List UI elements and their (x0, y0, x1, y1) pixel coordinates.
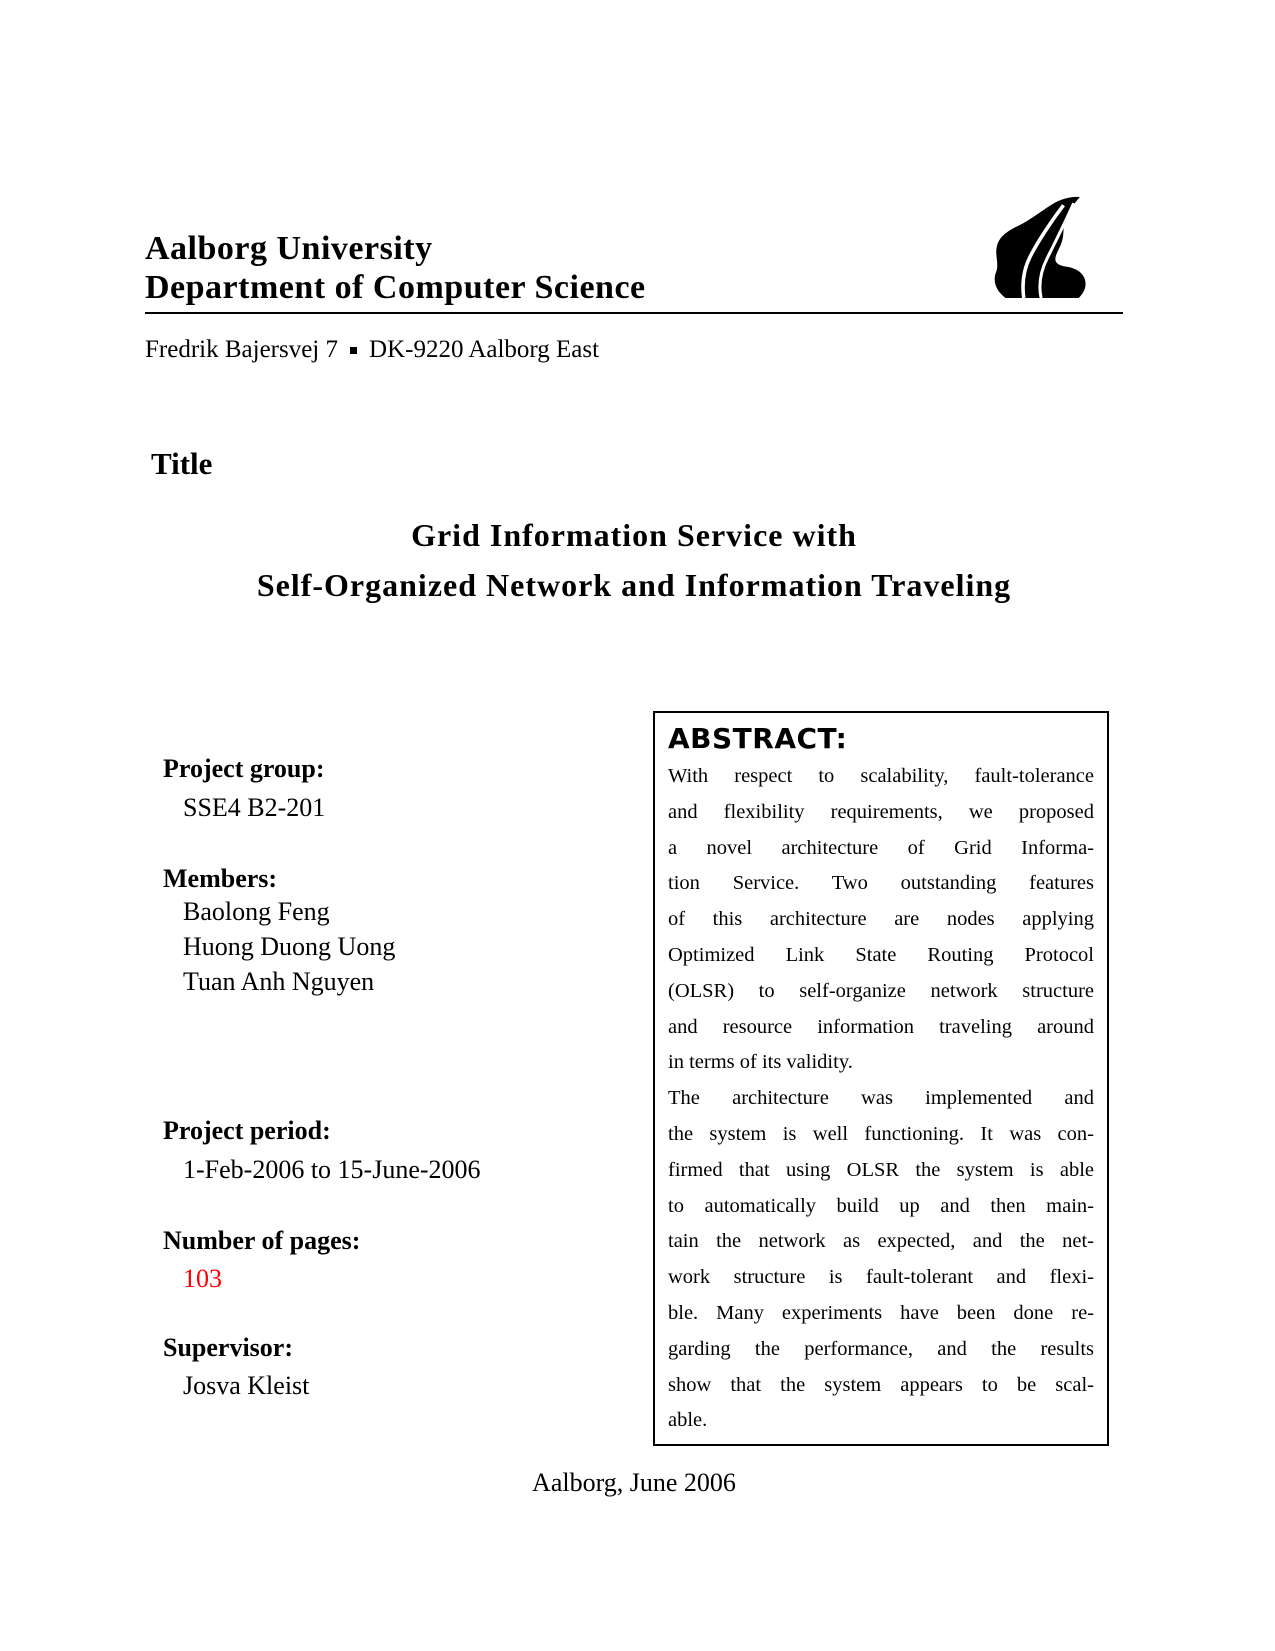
title-label: Title (151, 446, 213, 481)
abstract-line: ble. Many experiments have been done re- (668, 1301, 1094, 1324)
project-period-section (163, 1116, 623, 1187)
report-title (145, 510, 1123, 610)
abstract-line: able. (668, 1409, 708, 1432)
header-rule (145, 312, 1123, 314)
abstract-line: to automatically build up and then main- (668, 1194, 1094, 1217)
abstract-heading: ABSTRACT: (668, 722, 848, 755)
abstract-line: the system is well functioning. It was con- (668, 1122, 1094, 1145)
project-group-label: Project group: (163, 754, 325, 783)
square-bullet-icon (350, 347, 357, 354)
aau-logo-icon (983, 196, 1090, 298)
abstract-line: in terms of its validity. (668, 1051, 853, 1074)
member-name: Huong Duong Uong (183, 932, 396, 961)
abstract-line: The architecture was implemented and (668, 1087, 1094, 1110)
address-street: Fredrik Bajersvej 7 (145, 336, 339, 363)
place-date-line: Aalborg, June 2006 (532, 1468, 736, 1497)
member-name: Tuan Anh Nguyen (183, 967, 375, 996)
abstract-line: show that the system appears to be scal- (668, 1373, 1094, 1396)
university-name: Aalborg University (145, 230, 433, 267)
supervisor-section (163, 1333, 623, 1403)
members-label: Members: (163, 864, 278, 893)
members-section (163, 864, 623, 999)
abstract-line: and resource information traveling around (668, 1015, 1094, 1038)
abstract-line: firmed that using OLSR the system is able (668, 1158, 1094, 1181)
address-line (145, 336, 599, 364)
number-of-pages-value: 103 (183, 1264, 222, 1293)
abstract-line: and flexibility requirements, we proposed (668, 800, 1094, 823)
department-name: Department of Computer Science (145, 269, 646, 306)
abstract-line: Optimized Link State Routing Protocol (668, 943, 1094, 966)
number-of-pages-label: Number of pages: (163, 1226, 361, 1255)
abstract-line: (OLSR) to self-organize network structure (668, 979, 1094, 1002)
abstract-box (653, 711, 1109, 1446)
project-group-section (163, 754, 623, 825)
supervisor-value: Josva Kleist (183, 1371, 310, 1400)
abstract-line: of this architecture are nodes applying (668, 908, 1094, 931)
abstract-line: tain the network as expected, and the net- (668, 1230, 1094, 1253)
abstract-line: tion Service. Two outstanding features (668, 872, 1094, 895)
abstract-line: a novel architecture of Grid Informa- (668, 836, 1094, 859)
number-of-pages-section (163, 1226, 623, 1296)
abstract-line: With respect to scalability, fault-tolerance (668, 765, 1094, 787)
project-period-value: 1-Feb-2006 to 15-June-2006 (183, 1155, 481, 1184)
project-group-value: SSE4 B2-201 (183, 793, 326, 822)
abstract-line: work structure is fault-tolerant and flexi- (668, 1266, 1094, 1289)
member-name: Baolong Feng (183, 897, 330, 926)
project-period-label: Project period: (163, 1116, 331, 1145)
header (145, 229, 646, 307)
report-title-line1: Grid Information Service with (411, 517, 857, 553)
report-title-line2: Self-Organized Network and Information Traveling (256, 567, 1012, 603)
supervisor-label: Supervisor: (163, 1333, 293, 1362)
abstract-line: garding the performance, and the results (668, 1337, 1094, 1360)
address-city: DK-9220 Aalborg East (369, 336, 600, 363)
